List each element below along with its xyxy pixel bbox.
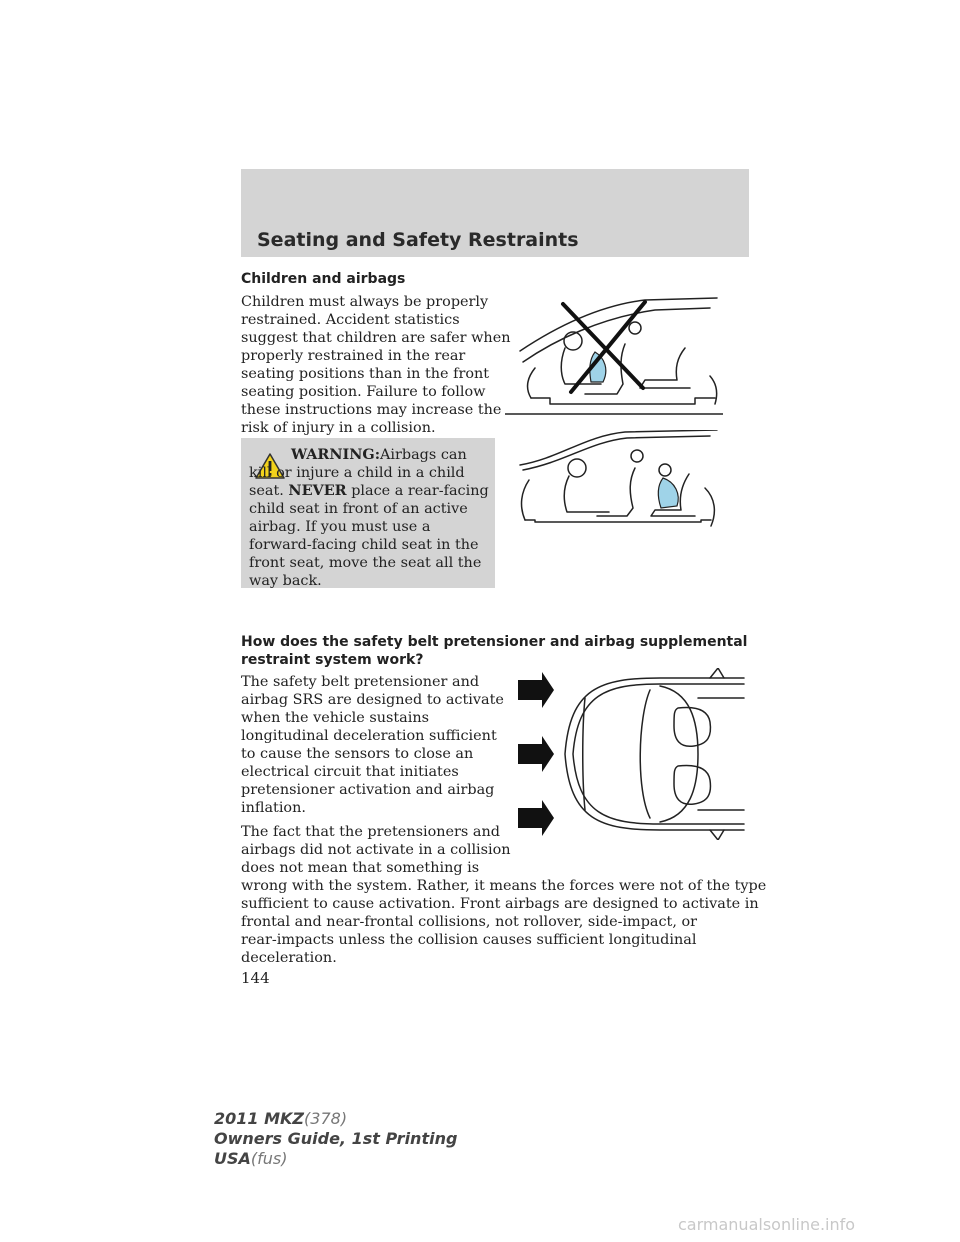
text-line: airbag SRS are designed to activate: [241, 692, 504, 708]
section-heading-children-airbags: Children and airbags: [241, 271, 406, 287]
text-line: Children must always be properly: [241, 294, 489, 310]
text-line: restrained. Accident statistics: [241, 312, 460, 328]
text-line: does not mean that something is: [241, 860, 480, 876]
text-line: seating positions than in the front: [241, 366, 490, 382]
warning-box: [241, 438, 495, 588]
text-line: seating position. Failure to follow: [241, 384, 486, 400]
text-line: when the vehicle sustains: [241, 710, 430, 726]
text-line: longitudinal deceleration sufficient: [241, 728, 497, 744]
warning-never: NEVER: [288, 482, 347, 499]
impact-arrow-icon: [518, 800, 554, 836]
footer-region: USA: [214, 1149, 251, 1168]
text-line: pretensioner activation and airbag: [241, 782, 495, 798]
page-number: 144: [241, 969, 270, 987]
text-line: The fact that the pretensioners and: [241, 824, 500, 840]
footer-model-code: (378): [304, 1109, 348, 1128]
text-line: sufficient to cause activation. Front airbags are designed to activate in: [241, 896, 759, 912]
text-line: deceleration.: [241, 950, 337, 966]
impact-arrow-icon: [518, 672, 554, 708]
warning-text: [249, 446, 491, 590]
text-line: to cause the sensors to close an: [241, 746, 474, 762]
watermark-text: carmanualsonline.info: [678, 1215, 856, 1234]
text-line: rear-impacts unless the collision causes sufficient longitudinal: [241, 932, 697, 948]
text-line: airbags did not activate in a collision: [241, 842, 511, 858]
illustration-child-seat-front-crossed: [505, 296, 723, 420]
text-line: risk of injury in a collision.: [241, 420, 436, 436]
warning-text-part1: Airbags can kill or injure a child in a child seat.: [249, 447, 467, 499]
footer-model: 2011 MKZ: [214, 1109, 305, 1128]
text-line: these instructions may increase the: [241, 402, 502, 418]
print-footer: [214, 1109, 457, 1169]
text-line: frontal and near-frontal collisions, not rollover, side-impact, or: [241, 914, 698, 930]
footer-region-code: (fus): [250, 1149, 288, 1168]
text-line: properly restrained in the rear: [241, 348, 466, 364]
text-line: The safety belt pretensioner and: [241, 674, 480, 690]
text-line: wrong with the system. Rather, it means the forces were not of the type: [241, 878, 767, 894]
section-heading-how-it-works-line1: How does the safety belt pretensioner and airbag supplemental: [241, 634, 748, 650]
impact-arrow-icon: [518, 736, 554, 772]
page-title: Seating and Safety Restraints: [257, 229, 579, 251]
text-line: suggest that children are safer when: [241, 330, 511, 346]
footer-guide: Owners Guide, 1st Printing: [214, 1129, 458, 1148]
text-line: electrical circuit that initiates: [241, 764, 459, 780]
text-line: inflation.: [241, 800, 306, 816]
section-heading-how-it-works-line2: restraint system work?: [241, 652, 424, 668]
warning-text-part2: place a rear-facing child seat in front of an active airbag. If you must use a forward-facing child seat in the front seat, move the seat all the way back.: [249, 483, 489, 589]
illustration-frontal-impact-top-view: [510, 668, 746, 840]
warning-label: WARNING:: [291, 446, 381, 463]
illustration-child-seat-rear: [505, 430, 723, 554]
